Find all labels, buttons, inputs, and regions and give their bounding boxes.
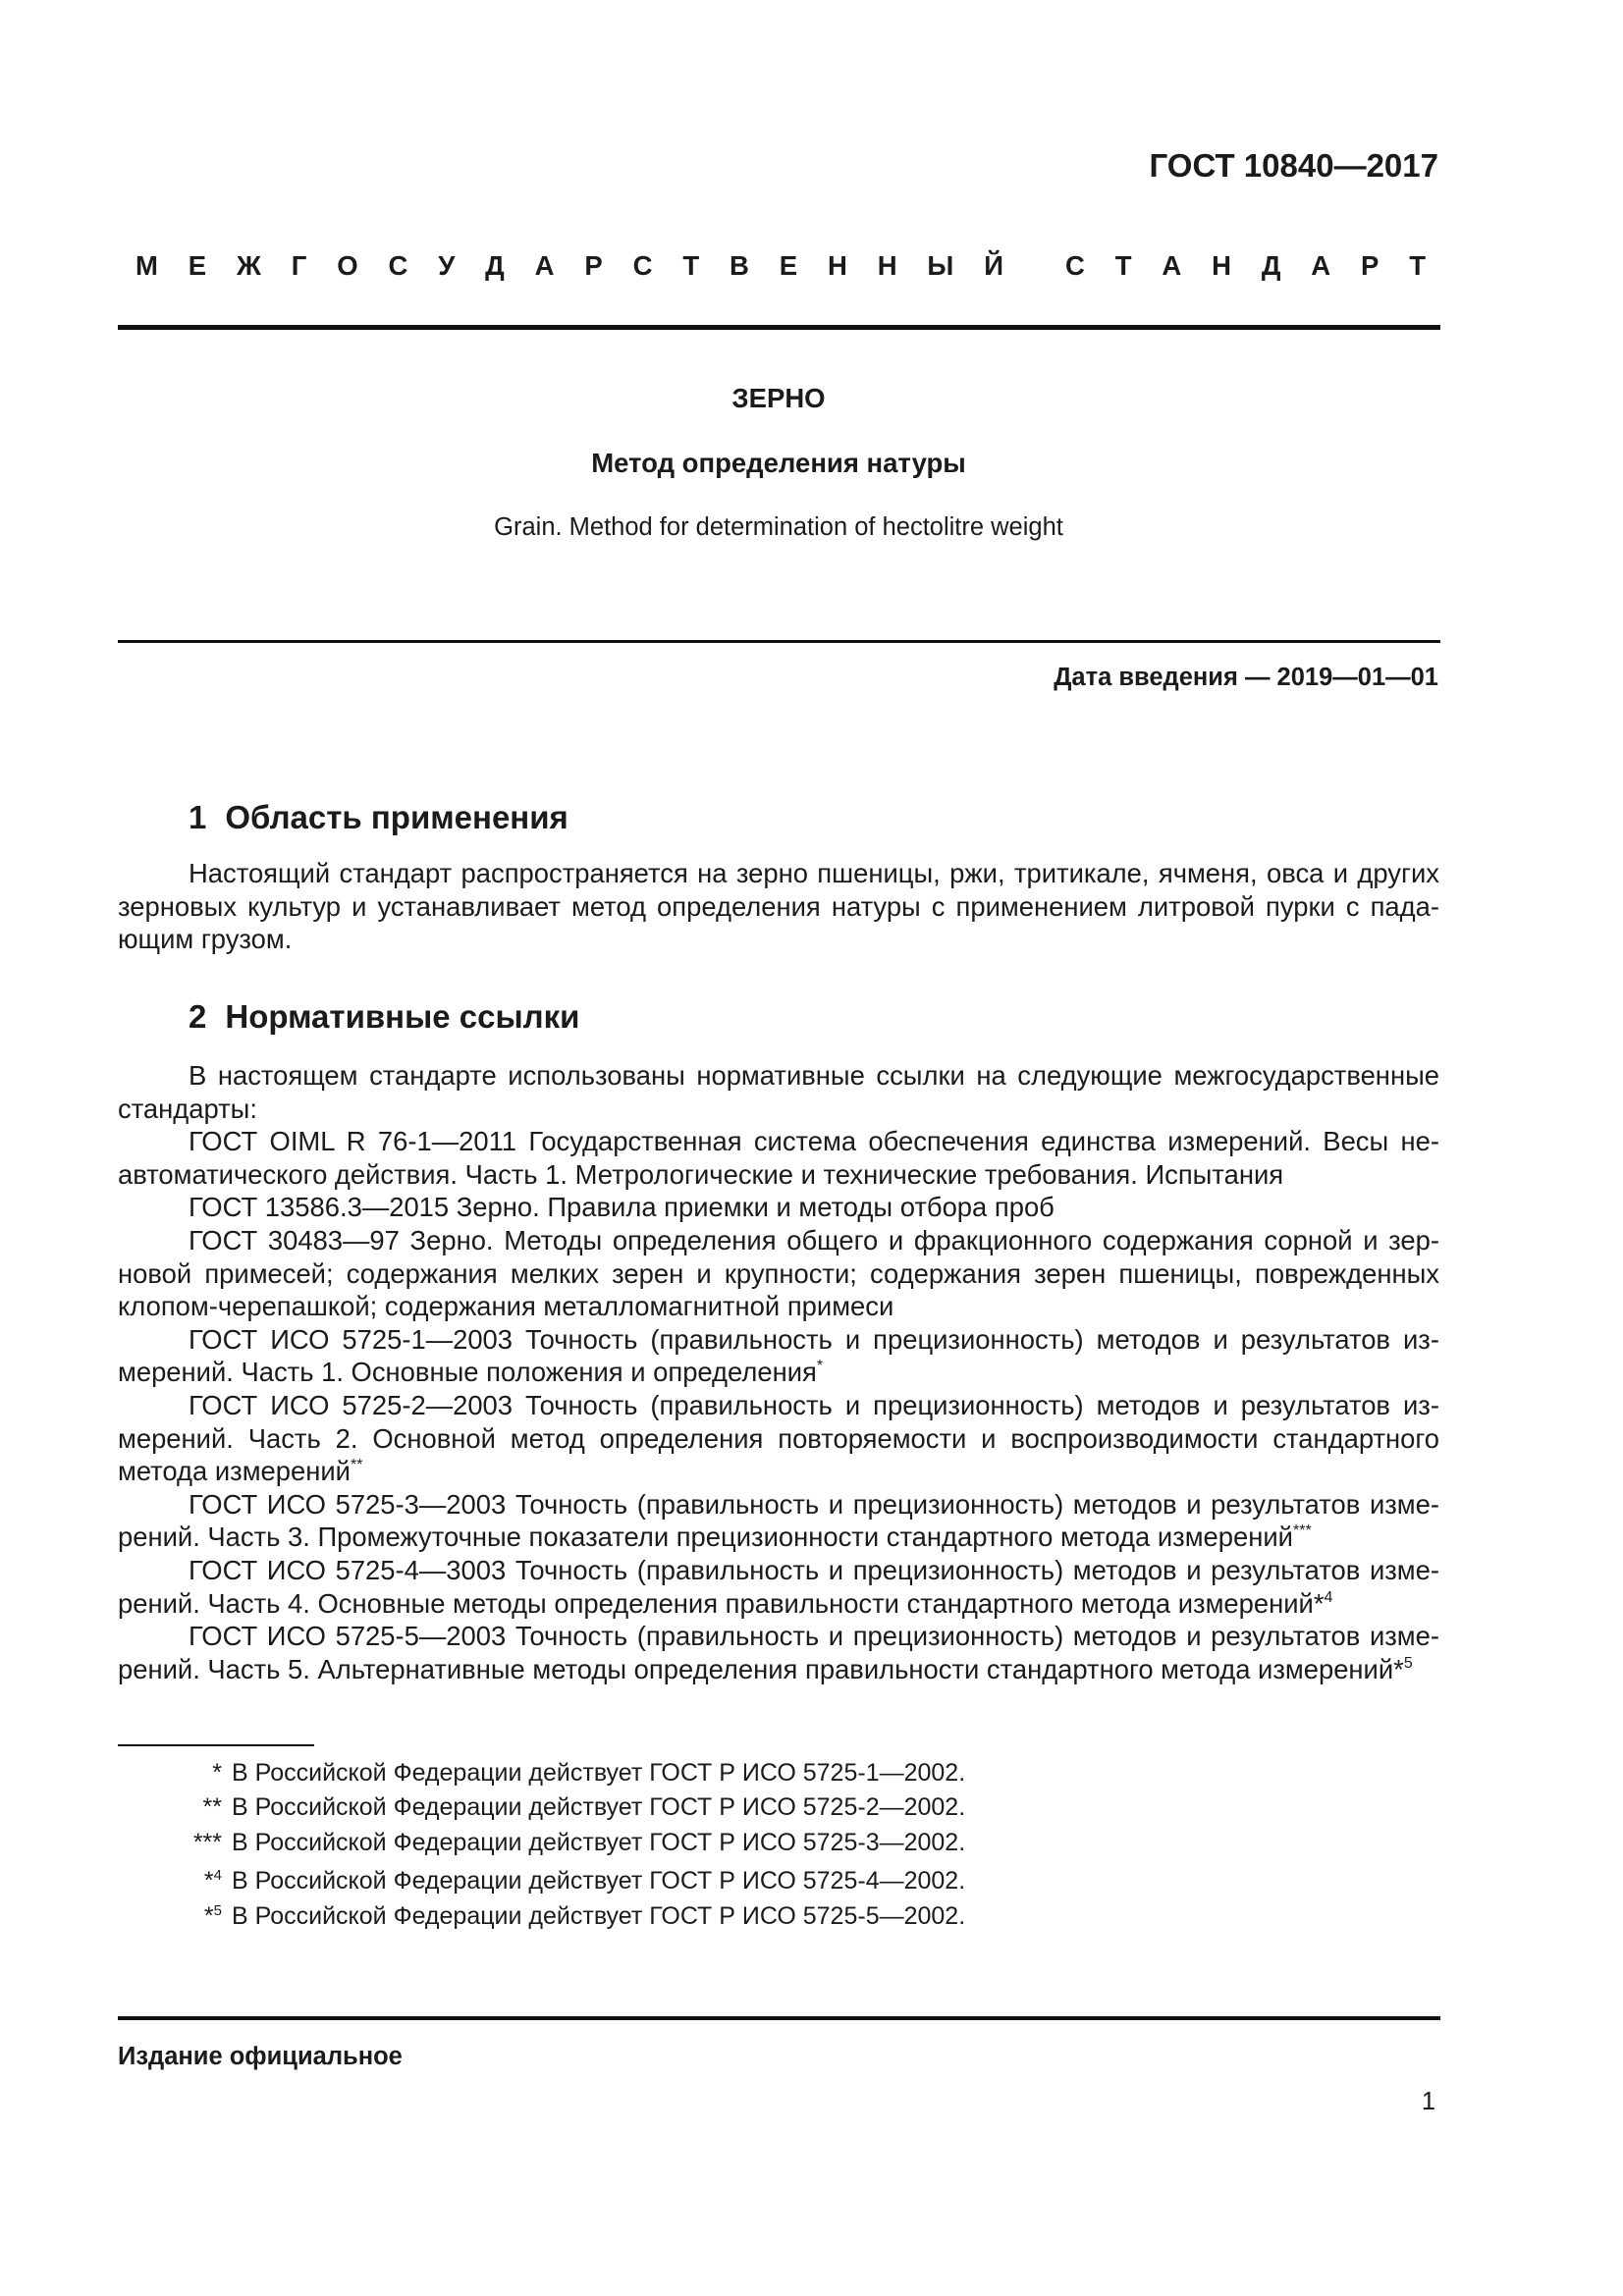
footnote-marker-symbol: * <box>212 1759 222 1787</box>
document-title: ЗЕРНО <box>731 383 826 413</box>
reference-line <box>118 1554 1439 1587</box>
line-text: В настоящем стандарте использованы нормативные ссылки на следующие межгосударственные <box>189 1060 1439 1091</box>
document-designation: ГОСТ 10840—2017 <box>1149 147 1438 184</box>
footnote-marker-index: 4 <box>213 1867 222 1884</box>
line-text: ГОСТ ИСО 5725-4—3003 Точность (правильность и прецизионность) методов и результатов изме- <box>189 1554 1439 1585</box>
footnote-marker <box>118 1866 222 1896</box>
text-line <box>118 890 1439 924</box>
footnote-text: В Российской Федерации действует ГОСТ Р ИСО 5725-4—2002. <box>232 1867 966 1895</box>
footnote-text: В Российской Федерации действует ГОСТ Р ИСО 5725-3—2002. <box>232 1829 966 1856</box>
footnote <box>118 1828 965 1857</box>
line-text: ющим грузом. <box>118 924 293 955</box>
line-text: рений. Часть 4. Основные методы определения правильности стандартного метода измерений* <box>118 1587 1325 1619</box>
section-heading-scope <box>189 798 568 837</box>
text-line <box>118 1059 1439 1093</box>
document-subtitle: Метод определения натуры <box>591 448 966 478</box>
line-text: автоматического действия. Часть 1. Метрологические и технические требования. Испытания <box>118 1158 1284 1190</box>
reference-line <box>118 1356 1439 1389</box>
reference-line <box>118 1257 1439 1291</box>
reference-line <box>118 1653 1439 1686</box>
reference-line <box>118 1290 1439 1323</box>
footnote <box>118 1866 965 1896</box>
reference-line <box>118 1323 1439 1357</box>
edition-label: Издание официальное <box>118 2043 403 2070</box>
footnote-marker <box>118 1901 222 1931</box>
footnote <box>118 1792 965 1822</box>
footnote-text: В Российской Федерации действует ГОСТ Р ИСО 5725-1—2002. <box>232 1759 966 1787</box>
text-line <box>118 923 1439 956</box>
section-title: Область применения <box>225 799 568 835</box>
footnote-marker <box>118 1828 222 1857</box>
section-number: 2 <box>189 998 207 1035</box>
reference-line <box>118 1422 1439 1456</box>
reference-line <box>118 1191 1439 1224</box>
line-text: рений. Часть 3. Промежуточные показатели прецизионности стандартного метода измерений <box>118 1522 1293 1553</box>
section-number: 1 <box>189 799 207 835</box>
line-text: новой примесей; содержания мелких зерен и крупности; содержания зерен пшеницы, поврежденных <box>118 1257 1439 1289</box>
header-divider <box>118 325 1440 330</box>
reference-line <box>118 1389 1439 1422</box>
footnote-marker-index: 5 <box>213 1902 222 1919</box>
footnote <box>118 1901 965 1931</box>
footer-divider <box>118 2016 1440 2020</box>
standard-type-heading <box>135 249 1426 283</box>
footnote-separator <box>118 1744 314 1746</box>
line-text: ГОСТ 30483—97 Зерно. Методы определения общего и фракционного содержания сорной и зер- <box>189 1224 1439 1255</box>
standard-type-word-1: М Е Ж Г О С У Д А Р С Т В Е Н Н Ы Й <box>135 250 1003 281</box>
reference-line <box>118 1620 1439 1653</box>
footnote-marker <box>118 1758 222 1788</box>
footnote-text: В Российской Федерации действует ГОСТ Р ИСО 5725-2—2002. <box>232 1793 966 1821</box>
line-text: ГОСТ ИСО 5725-1—2003 Точность (правильность и прецизионность) методов и результатов из- <box>189 1323 1439 1355</box>
footnote-reference: 4 <box>1324 1588 1333 1606</box>
line-text: Настоящий стандарт распространяется на зерно пшеницы, ржи, тритикале, ячменя, овса и других <box>189 858 1439 888</box>
line-text: метода измерений <box>118 1456 351 1487</box>
footnote-marker <box>118 1792 222 1822</box>
text-line <box>118 857 1439 890</box>
effective-date: Дата введения — 2019—01—01 <box>1054 664 1438 691</box>
footnote-reference: 5 <box>1403 1654 1413 1672</box>
footnote-marker-symbol: * <box>203 1867 214 1895</box>
section-scope-paragraph <box>118 857 1439 956</box>
footnote-marker-symbol: * <box>203 1902 214 1930</box>
footnote-text: В Российской Федерации действует ГОСТ Р ИСО 5725-5—2002. <box>232 1902 966 1930</box>
section-references-list <box>118 1059 1439 1685</box>
footnote-reference: ** <box>350 1457 363 1474</box>
english-title: Grain. Method for determination of hectolitre weight <box>494 513 1063 541</box>
line-text: мерений. Часть 1. Основные положения и определения <box>118 1357 817 1388</box>
section-heading-references <box>189 997 579 1037</box>
reference-line <box>118 1455 1439 1488</box>
section-title: Нормативные ссылки <box>225 998 580 1035</box>
reference-line <box>118 1587 1439 1621</box>
reference-line <box>118 1158 1439 1192</box>
line-text: ГОСТ ИСО 5725-5—2003 Точность (правильность и прецизионность) методов и результатов изме- <box>189 1621 1439 1652</box>
reference-line <box>118 1521 1439 1554</box>
line-text: ГОСТ ИСО 5725-3—2003 Точность (правильность и прецизионность) методов и результатов изме- <box>189 1488 1439 1520</box>
line-text: стандарты: <box>118 1093 257 1124</box>
line-text: клопом-черепашкой; содержания металломагнитной примеси <box>118 1291 894 1322</box>
reference-line <box>118 1125 1439 1158</box>
page-number: 1 <box>1421 2088 1435 2115</box>
title-divider <box>118 640 1440 643</box>
text-line <box>118 1093 1439 1126</box>
line-text: ГОСТ OIML R 76-1—2011 Государственная система обеспечения единства измерений. Весы не- <box>189 1126 1439 1157</box>
reference-line <box>118 1488 1439 1522</box>
line-text: ГОСТ ИСО 5725-2—2003 Точность (правильность и прецизионность) методов и результатов из- <box>189 1389 1439 1420</box>
footnote-marker-symbol: *** <box>192 1829 222 1856</box>
footnote-reference: *** <box>1293 1522 1312 1540</box>
standard-type-word-2: С Т А Н Д А Р Т <box>1065 250 1426 281</box>
line-text: зерновых культур и устанавливает метод определения натуры с применением литровой пурки с пада- <box>118 890 1439 922</box>
line-text: мерений. Часть 2. Основной метод определения повторяемости и воспроизводимости стандартного <box>118 1422 1439 1454</box>
line-text: ГОСТ 13586.3—2015 Зерно. Правила приемки и методы отбора проб <box>189 1192 1055 1223</box>
reference-line <box>118 1224 1439 1257</box>
footnote <box>118 1758 965 1788</box>
line-text: рений. Часть 5. Альтернативные методы определения правильности стандартного метода измерений* <box>118 1653 1404 1684</box>
footnote-reference: * <box>816 1358 824 1375</box>
footnote-marker-symbol: ** <box>202 1793 222 1821</box>
